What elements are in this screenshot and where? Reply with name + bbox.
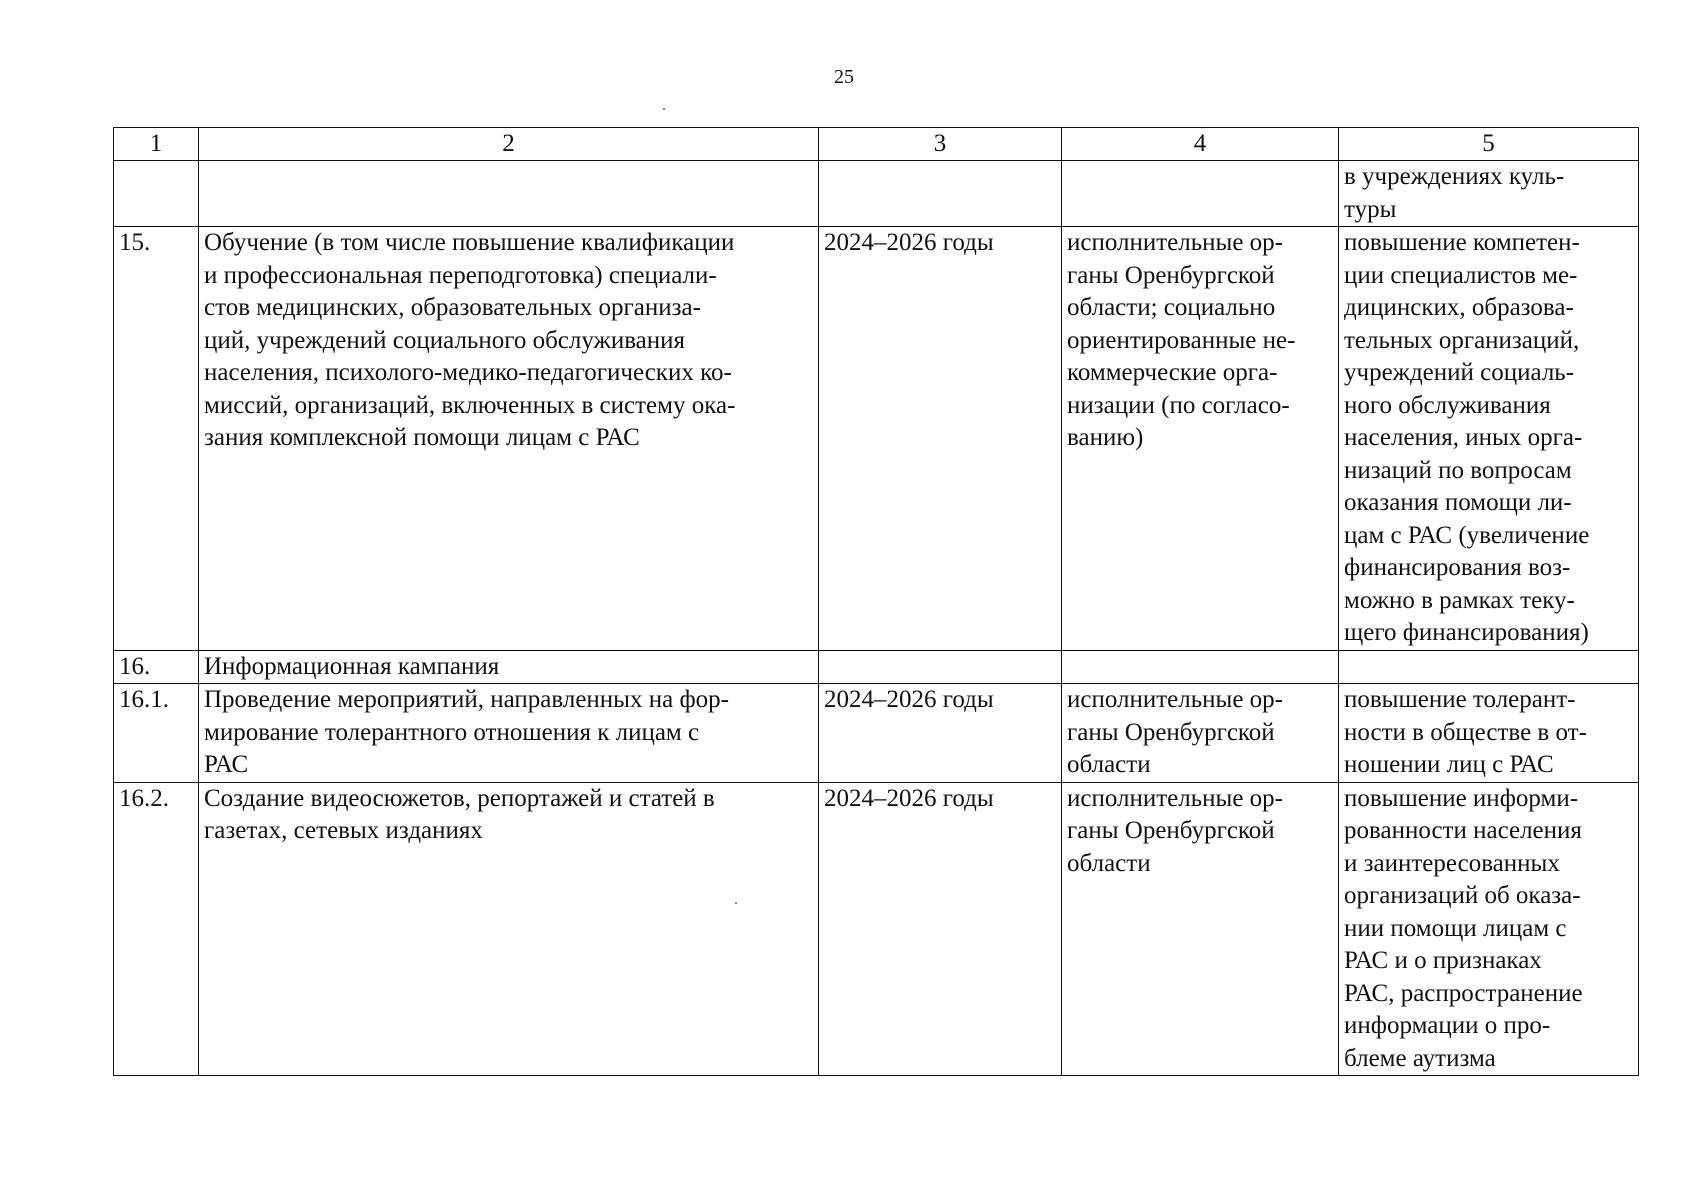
period-cell: 2024–2026 годы (819, 782, 1062, 1076)
row-number: 16.1. (114, 684, 199, 783)
measure-cell: Информационная кампания (199, 650, 819, 684)
measure-cell (199, 161, 819, 227)
scan-speck (663, 108, 665, 110)
executors-cell: исполнительные ор- ганы Оренбургской области (1062, 684, 1339, 783)
result-cell: повышение информи- рованности населения и заинтересованных организаций об оказа- нии помощи лицам с РАС и о признаках РАС, распространение информации о про- блеме аутизма (1339, 782, 1639, 1076)
table-row (114, 227, 1639, 651)
row-number: 16.2. (114, 782, 199, 1076)
period-cell: 2024–2026 годы (819, 227, 1062, 651)
table-row (114, 684, 1639, 783)
row-number: 15. (114, 227, 199, 651)
header-row (114, 128, 1639, 161)
table-row (114, 161, 1639, 227)
period-cell (819, 650, 1062, 684)
executors-cell (1062, 161, 1339, 227)
result-cell: повышение компетен- ции специалистов ме- дицинских, образова- тельных организаций, учреждений социаль- ного обслуживания населения, иных орга- низаций по вопросам оказания помощи ли- цам с РАС (увеличение финансирования воз- можно в рамках теку- щего финансирования) (1339, 227, 1639, 651)
executors-cell: исполнительные ор- ганы Оренбургской области (1062, 782, 1339, 1076)
column-header-4: 4 (1062, 128, 1339, 161)
table-row (114, 650, 1639, 684)
table-row (114, 782, 1639, 1076)
result-cell (1339, 650, 1639, 684)
period-cell: 2024–2026 годы (819, 684, 1062, 783)
executors-cell: исполнительные ор- ганы Оренбургской области; социально ориентированные не- коммерческие орга- низации (по согласо- ванию) (1062, 227, 1339, 651)
row-number (114, 161, 199, 227)
column-header-1: 1 (114, 128, 199, 161)
measure-cell: Создание видеосюжетов, репортажей и статей в газетах, сетевых изданиях (199, 782, 819, 1076)
column-header-3: 3 (819, 128, 1062, 161)
executors-cell (1062, 650, 1339, 684)
result-cell: в учреждениях куль- туры (1339, 161, 1639, 227)
row-number: 16. (114, 650, 199, 684)
measure-cell: Обучение (в том числе повышение квалификации и профессиональная переподготовка) специали- стов медицинских, образовательных организа- ций, учреждений социального обслуживания населения, психолого-медико-педагогических ко- миссий, организаций, включенных в систему ока- зания комплексной помощи лицам с РАС (199, 227, 819, 651)
measures-table (113, 127, 1639, 1076)
column-header-2: 2 (199, 128, 819, 161)
page-number: 25 (834, 66, 854, 88)
result-cell: повышение толерант- ности в обществе в от- ношении лиц с РАС (1339, 684, 1639, 783)
period-cell (819, 161, 1062, 227)
measure-cell: Проведение мероприятий, направленных на фор- мирование толерантного отношения к лицам с РАС (199, 684, 819, 783)
column-header-5: 5 (1339, 128, 1639, 161)
